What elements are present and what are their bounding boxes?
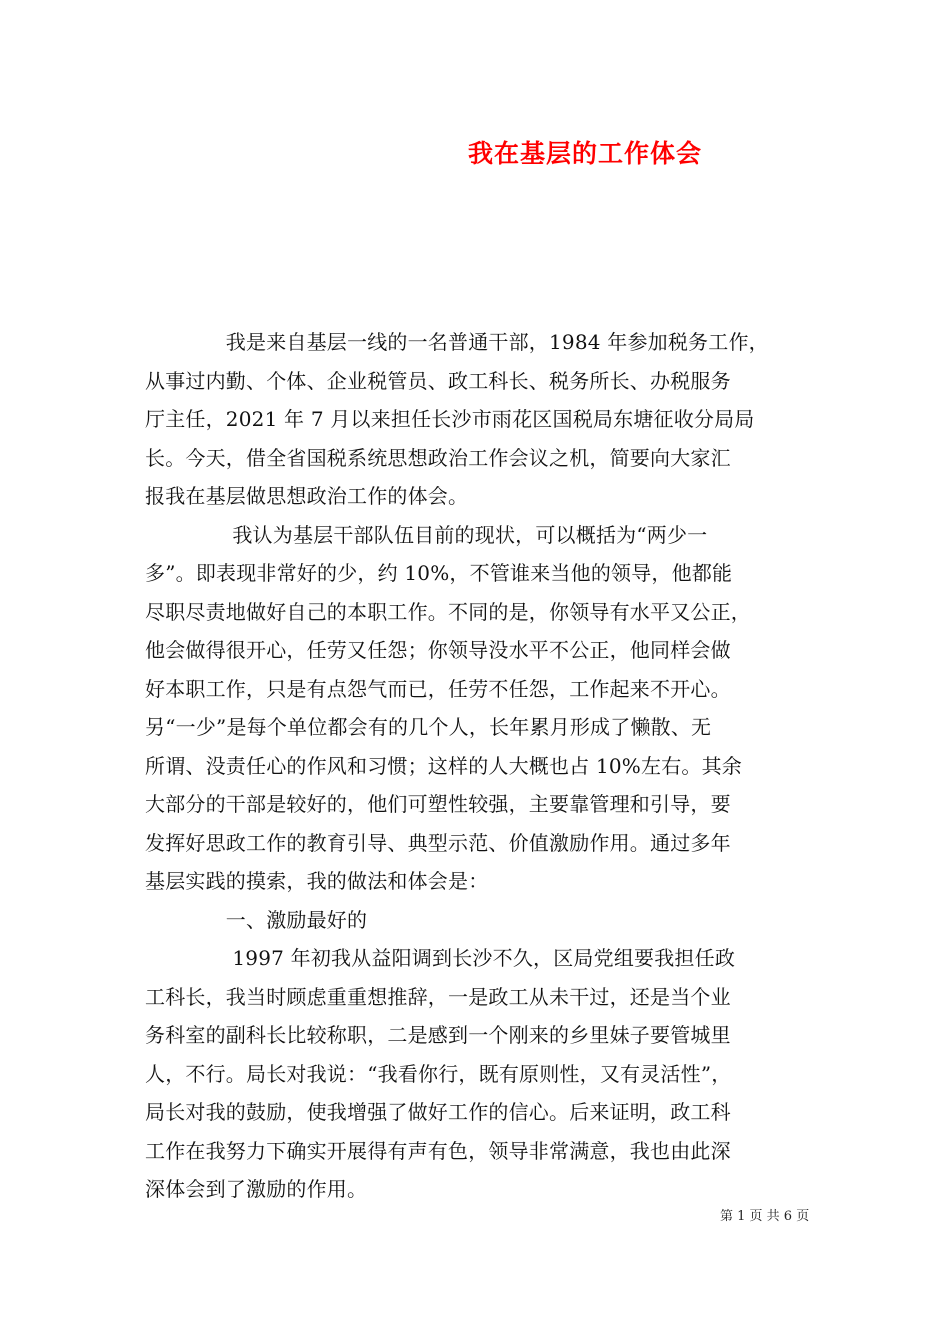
body-line: 发挥好思政工作的教育引导、典型示范、价值激励作用。通过多年: [145, 830, 731, 855]
body-line: 另“一少”是每个单位都会有的几个人，长年累月形成了懒散、无: [145, 715, 712, 739]
body-line: 尽职尽责地做好自己的本职工作。不同的是，你领导有水平又公正，: [145, 599, 751, 624]
body-line: 工科长，我当时顾虑重重想推辞，一是政工从未干过，还是当个业: [145, 984, 731, 1009]
body-line: 我认为基层干部队伍目前的现状，可以概括为“两少一: [145, 522, 708, 547]
section-heading: 一、激励最好的: [145, 907, 368, 932]
body-line: 务科室的副科长比较称职，二是感到一个刚来的乡里妹子要管城里: [145, 1023, 731, 1047]
body-line: 基层实践的摸索，我的做法和体会是：: [145, 869, 489, 893]
body-line: 大部分的干部是较好的，他们可塑性较强，主要靠管理和引导，要: [145, 792, 731, 816]
body-line: 他会做得很开心，任劳又任怨；你领导没水平不公正，他同样会做: [145, 638, 731, 662]
body-line: 局长对我的鼓励，使我增强了做好工作的信心。后来证明，政工科: [145, 1100, 731, 1124]
body-line: 深体会到了激励的作用。: [145, 1177, 368, 1201]
body-line: 我是来自基层一线的一名普通干部，1984 年参加税务工作，: [145, 330, 769, 354]
body-line: 所谓、没责任心的作风和习惯；这样的人大概也占 10%左右。其余: [145, 753, 743, 778]
body-line: 工作在我努力下确实开展得有声有色，领导非常满意，我也由此深: [145, 1138, 731, 1163]
body-line: 1997 年初我从益阳调到长沙不久，区局党组要我担任政: [145, 946, 736, 970]
body-line: 从事过内勤、个体、企业税管员、政工科长、税务所长、办税服务: [145, 368, 731, 393]
document-title: 我在基层的工作体会: [468, 139, 703, 168]
body-line: 人，不行。局长对我说：“我看你行，既有原则性，又有灵活性”，: [145, 1061, 732, 1086]
body-line: 多”。即表现非常好的少，约 10%，不管谁来当他的领导，他都能: [145, 561, 733, 585]
body-line: 长。今天，借全省国税系统思想政治工作会议之机，简要向大家汇: [145, 445, 731, 470]
document-body: [145, 323, 817, 1209]
page-number: 第 1 页 共 6 页: [720, 1209, 810, 1224]
body-line: 好本职工作，只是有点怨气而已，任劳不任怨，工作起来不开心。: [145, 676, 731, 701]
body-line: 厅主任，2021 年 7 月以来担任长沙市雨花区国税局东塘征收分局局: [145, 407, 755, 431]
body-line: 报我在基层做思想政治工作的体会。: [145, 484, 469, 508]
